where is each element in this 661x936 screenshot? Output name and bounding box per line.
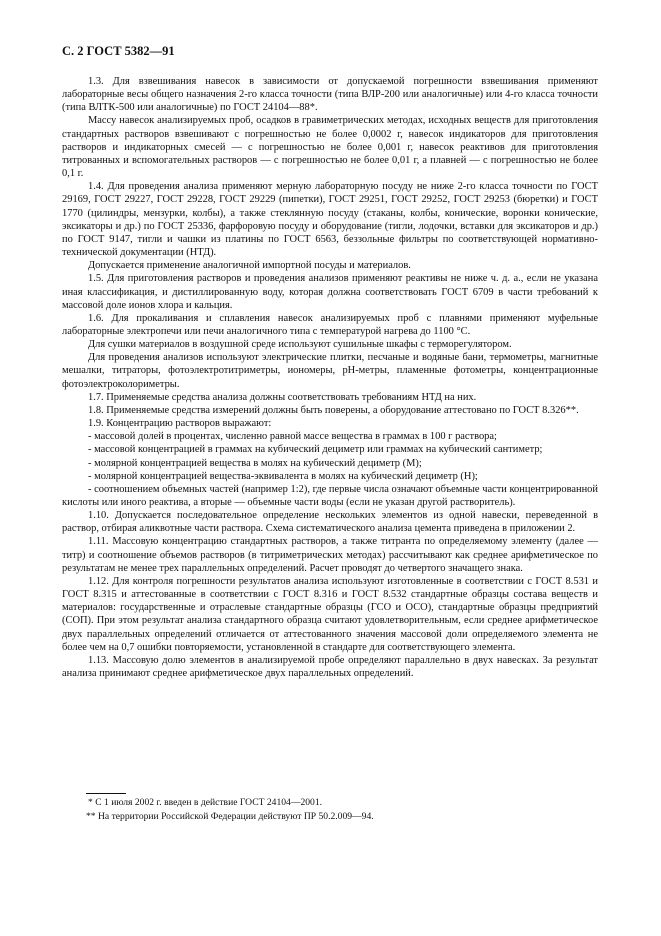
paragraph-1-12: 1.12. Для контроля погрешности результатов анализа используют изготовленные в соответствии с ГОСТ 8.531 и ГОСТ 8.315 и аттестованные в соответствии с ГОСТ 8.316 и ГОСТ 8.532 стандартные образцы состава веществ и материалов: государственные и отраслевые стандартные образцы (ГСО и ОСО), стандартные образцы предприятий (СОП). При этом результат анализа стандартного образца считают удовлетворительным, если среднее арифметическое двух параллельных определений отличается от аттестованного значения массовой доли определяемого элемента не более чем на 0,7 ошибки повторяемости, установленной в стандарте для соответствующего элемента.: [62, 575, 598, 653]
footnote-1: * С 1 июля 2002 г. введен в действие ГОСТ 24104—2001.: [88, 797, 323, 808]
list-item-mass-fraction: - массовой долей в процентах, численно равной массе вещества в граммах в 100 г раствора;: [88, 431, 497, 443]
list-item-volume-ratio: - соотношением объемных частей (например 1:2), где первые числа означают объемные части концентрированной кислоты или иного реактива, а вторые — объемные части воды (если не указан другой растворитель).: [62, 483, 598, 508]
paragraph-drying: Для сушки материалов в воздушной среде используют сушильные шкафы с терморегулятором.: [88, 339, 512, 351]
paragraph-1-4: 1.4. Для проведения анализа применяют мерную лабораторную посуду не ниже 2-го класса точности по ГОСТ 29169, ГОСТ 29227, ГОСТ 29228, ГОСТ 29229 (пипетки), ГОСТ 29251, ГОСТ 29252, ГОСТ 29253 (бюретки) и ГОСТ 1770 (цилиндры, мензурки, колбы), а также стеклянную посуду (стаканы, колбы, конические, воронки конические, эксикаторы и др.) по ГОСТ 25336, фарфоровую посуду и оборудование (тигли, лодочки, вставки для эксикаторов и др.) по ГОСТ 9147, тигли и чашки из платины по ГОСТ 6563, беззольные фильтры по соответствующей нормативно-технической документации (НТД).: [62, 181, 598, 259]
footnote-2: ** На территории Российской Федерации действуют ПР 50.2.009—94.: [86, 811, 374, 822]
list-item-molar-concentration: - молярной концентрацией вещества в молях на кубический дециметр (М);: [88, 457, 422, 469]
list-item-equivalent-concentration: - молярной концентрацией вещества-эквивалента в молях на кубический дециметр (Н);: [88, 470, 478, 482]
page-header: С. 2 ГОСТ 5382—91: [62, 44, 175, 58]
document-body: [62, 75, 598, 680]
paragraph-equipment: Для проведения анализов используют электрические плитки, песчаные и водяные бани, термометры, магнитные мешалки, титраторы, фотоэлектротитриметры, иономеры, рН-метры, пламенные фотометры, концентрационные фотоэлектроколориметры.: [62, 352, 598, 390]
paragraph-imported-glassware: Допускается применение аналогичной импортной посуды и материалов.: [88, 260, 411, 272]
footnotes: [88, 796, 588, 824]
paragraph-1-9: 1.9. Концентрацию растворов выражают:: [88, 418, 272, 430]
paragraph-1-11: 1.11. Массовую концентрацию стандартных растворов, а также титранта по определяемому элементу (далее — титр) и соотношение объемов растворов (в титриметрических методах) рассчитывают как среднее арифметическое по результатам не менее трех параллельных определений. Расчет проводят до четвертого значащего знака.: [62, 536, 598, 574]
paragraph-weighing-precision: Массу навесок анализируемых проб, осадков в гравиметрических методах, исходных веществ для приготовления стандартных растворов взвешивают с погрешностью не более 0,0002 г, навесок индикаторов для приготовления растворов и индикаторных смесей — с погрешностью не более 0,001 г, навесок реактивов для приготовления титрованных и вспомогательных растворов — с погрешностью не более 0,01 г, а плавней — с погрешностью не более 0,1 г.: [62, 115, 598, 180]
paragraph-1-7: 1.7. Применяемые средства анализа должны соответствовать требованиям НТД на них.: [88, 391, 477, 403]
list-item-mass-concentration: - массовой концентрацией в граммах на кубический дециметр или граммах на кубический сантиметр;: [88, 444, 543, 456]
paragraph-1-13: 1.13. Массовую долю элементов в анализируемой пробе определяют параллельно в двух навесках. За результат анализа принимают среднее арифметическое двух параллельных определений.: [62, 654, 598, 680]
paragraph-1-5: 1.5. Для приготовления растворов и проведения анализов применяют реактивы не ниже ч. д. а., если не указана иная классификация, и дистиллированную воду, которая должна соответствовать ГОСТ 6709 в части требований к массовой доле ионов хлора и кальция.: [62, 273, 598, 311]
paragraph-1-10: 1.10. Допускается последовательное определение нескольких элементов из одной навески, переведенной в раствор, отбирая аликвотные части раствора. Схема систематического анализа цемента приведена в приложении 2.: [62, 510, 598, 535]
paragraph-1-6: 1.6. Для прокаливания и сплавления навесок анализируемых проб с плавнями применяют муфельные лабораторные электропечи или печи аналогичного типа с температурой нагрева до 1100 °С.: [62, 312, 598, 337]
paragraph-1-3: 1.3. Для взвешивания навесок в зависимости от допускаемой погрешности взвешивания применяют лабораторные весы общего назначения 2-го класса точности (типа ВЛР-200 или аналогичные) или 4-го класса точности (типа ВЛТК-500 или аналогичные) по ГОСТ 24104—88*.: [62, 76, 598, 114]
footnote-divider: [86, 793, 126, 794]
paragraph-1-8: 1.8. Применяемые средства измерений должны быть поверены, а оборудование аттестовано по ГОСТ 8.326**.: [88, 404, 579, 416]
